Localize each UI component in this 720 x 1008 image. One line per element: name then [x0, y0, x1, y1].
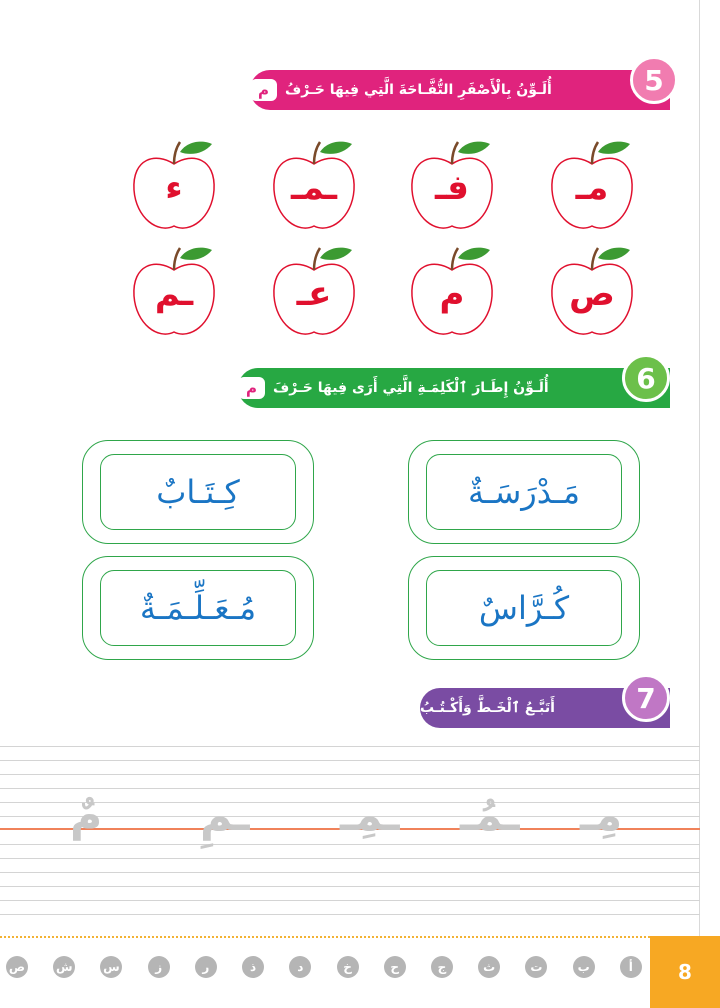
alphabet-strip — [6, 956, 642, 984]
section7-instruction: أَتَبَّـعُ ٱلْخَـطَّ وَأَكْـتُـبُ — [420, 700, 555, 716]
apple-1-4[interactable] — [126, 138, 222, 234]
alphabet-letter: ش — [53, 956, 75, 978]
alphabet-letter: ج — [431, 956, 453, 978]
apple-letter: ص — [569, 274, 615, 314]
word-frame-kitab[interactable] — [82, 440, 314, 544]
section5-instruction-bar — [250, 70, 670, 110]
alphabet-letter: ب — [573, 956, 595, 978]
apple-2-4[interactable] — [126, 244, 222, 340]
apple-2-2[interactable] — [404, 244, 500, 340]
apple-letter: م — [439, 274, 465, 314]
apple-letter: فـ — [435, 168, 469, 208]
alphabet-letter: ت — [525, 956, 547, 978]
apple-2-3[interactable] — [266, 244, 362, 340]
alphabet-letter: ص — [6, 956, 28, 978]
word-madrasa: مَـدْرَسَـةٌ — [426, 454, 622, 530]
section6-letter-chip: م — [238, 377, 265, 399]
alphabet-letter: د — [289, 956, 311, 978]
section6-instruction: أُلَـوِّنُ إِطَـارَ ٱلْكَلِمَـةِ الَّتِي أَرَى فِيهَا حَـرْفَ — [273, 380, 549, 396]
apple-letter: مـ — [575, 168, 609, 208]
apple-letter: عـ — [296, 274, 332, 314]
alphabet-letter: ح — [384, 956, 406, 978]
apple-letter: ـم — [154, 274, 194, 314]
section6-instruction-bar — [238, 368, 670, 408]
apple-letter: ـمـ — [290, 168, 338, 208]
alphabet-letter: ذ — [242, 956, 264, 978]
trace-letter-4[interactable]: ـمِ — [200, 790, 250, 841]
trace-letter-2[interactable]: ـمُـ — [460, 790, 520, 841]
apple-2-1[interactable] — [544, 244, 640, 340]
apple-1-3[interactable] — [266, 138, 362, 234]
page-number: 8 — [650, 936, 720, 1008]
trace-letter-1[interactable]: مِـ — [580, 790, 623, 841]
word-frame-kurras[interactable] — [408, 556, 640, 660]
alphabet-letter: س — [100, 956, 122, 978]
alphabet-letter: أ — [620, 956, 642, 978]
section6-number-badge: 6 — [622, 354, 670, 402]
apple-1-1[interactable] — [544, 138, 640, 234]
word-kitab: كِـتَـابٌ — [100, 454, 296, 530]
trace-letter-3[interactable]: ـمِـ — [340, 790, 400, 841]
trace-letter-5[interactable]: مٌ — [70, 790, 103, 841]
apple-letter: ء — [165, 168, 183, 208]
section5-letter-chip: م — [250, 79, 277, 101]
section7-number-badge: 7 — [622, 674, 670, 722]
section5-instruction: أُلَـوِّنُ بِالْأَصْفَرِ التُّفَّـاحَةَ الَّتِي فِيهَا حَـرْفُ — [285, 82, 552, 98]
word-frame-muallima[interactable] — [82, 556, 314, 660]
alphabet-letter: ر — [195, 956, 217, 978]
footer-divider — [0, 936, 650, 938]
alphabet-letter: ث — [478, 956, 500, 978]
word-frame-madrasa[interactable] — [408, 440, 640, 544]
alphabet-letter: ز — [148, 956, 170, 978]
word-kurras: كُـرَّاسٌ — [426, 570, 622, 646]
apple-1-2[interactable] — [404, 138, 500, 234]
word-muallima: مُـعَـلِّـمَـةٌ — [100, 570, 296, 646]
section5-number-badge: 5 — [630, 56, 678, 104]
alphabet-letter: خ — [337, 956, 359, 978]
